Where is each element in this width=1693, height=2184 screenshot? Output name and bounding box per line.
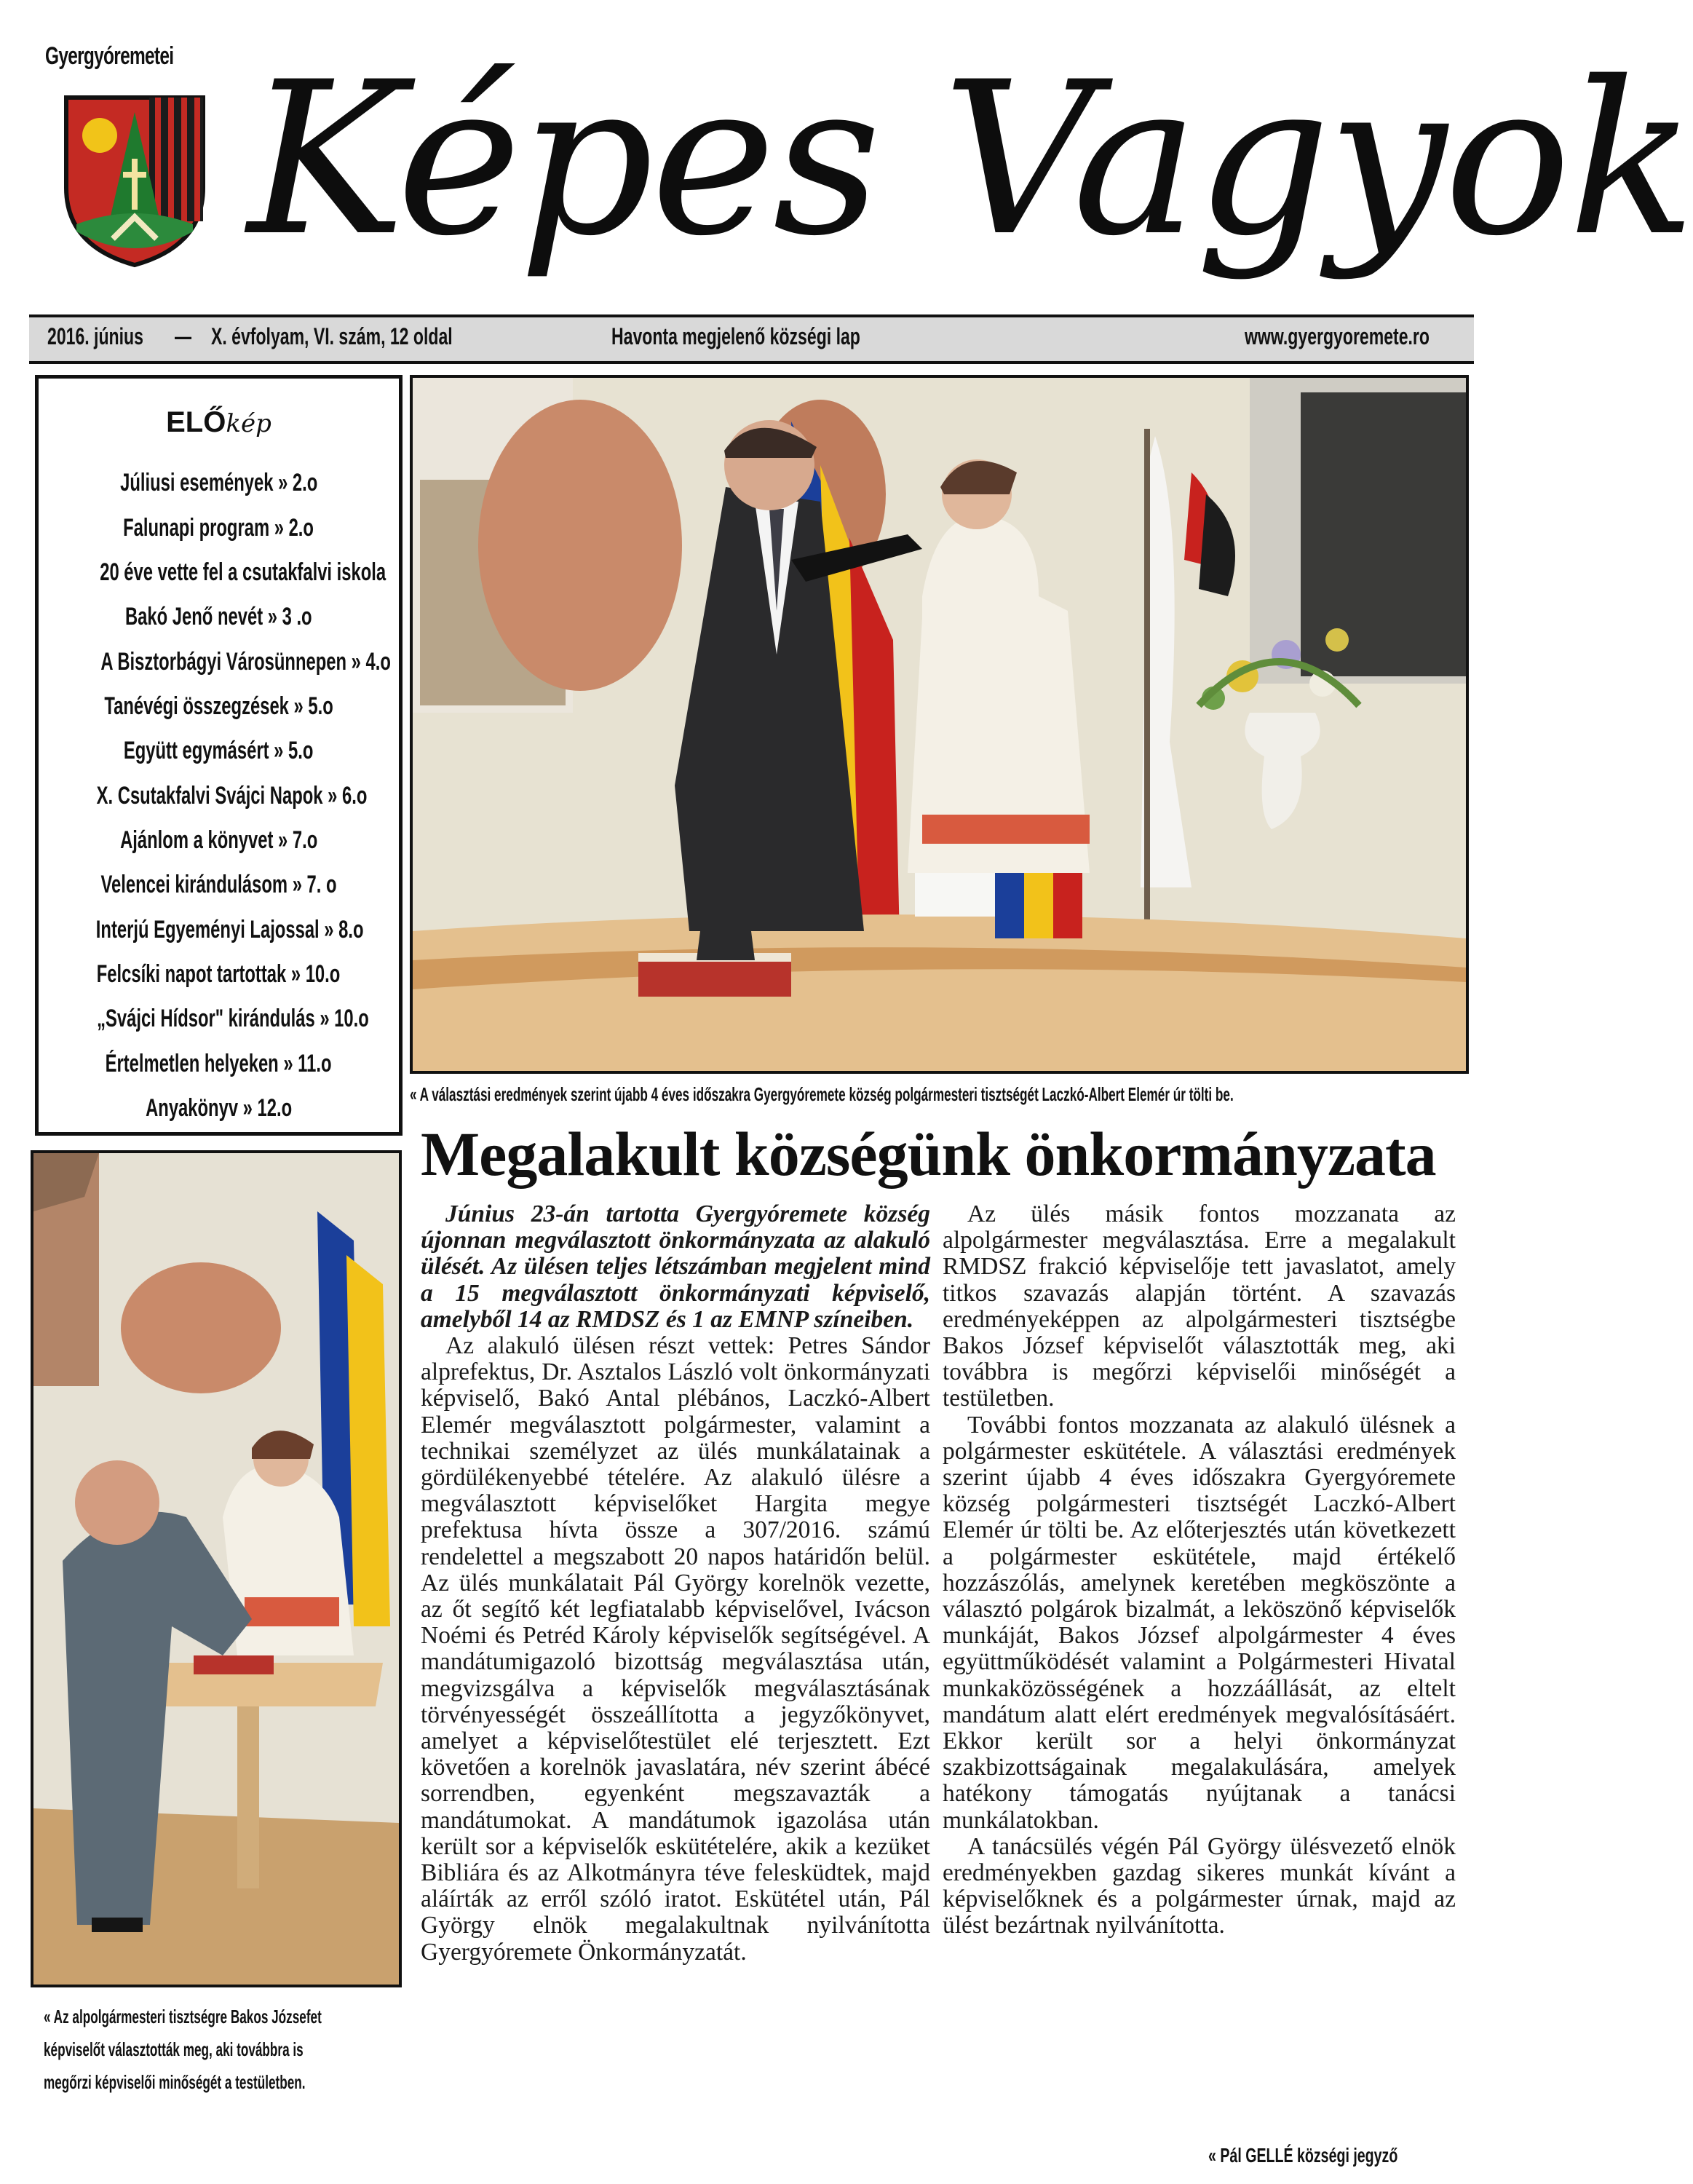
toc-heading	[39, 406, 399, 439]
coat-of-arms-icon	[62, 93, 207, 268]
article-lead: Június 23-án tartotta Gyergyóremete község újonnan megválasztott önkormányzata az alakuló ülését. Az ülésen teljes létszámban megjelent mind a 15 megválasztott önkormányzati képviselő, amelyből 14 az RMDSZ és 1 az EMNP színeiben.	[421, 1200, 930, 1333]
toc-heading-bold: ELŐ	[166, 406, 226, 438]
author-signature: « Pál GELLÉ községi jegyző	[1208, 2144, 1398, 2167]
toc-item[interactable]: Júliusi események » 2.o	[119, 469, 318, 496]
issue-date: 2016. június	[47, 323, 143, 349]
toc-item[interactable]: Tanévégi összegzések » 5.o	[104, 692, 333, 720]
village-name: Gyergyóremetei	[45, 42, 174, 70]
toc-item[interactable]: Felcsíki napot tartottak » 10.o	[97, 960, 341, 988]
article-column-2	[943, 1201, 1456, 2140]
side-photo-caption-line: képviselőt választották meg, aki továbbra is	[44, 2038, 304, 2060]
toc-item[interactable]: Együtt egymásért » 5.o	[124, 737, 314, 764]
toc-item[interactable]: „Svájci Hídsor" kirándulás » 10.o	[97, 1005, 369, 1032]
article-paragraph: A tanácsülés végén Pál György ülésvezető elnök eredményekben gazdag sikeres munkát kívánt a képviselőknek és a polgármester úrnak, majd az ülést bezártnak nyilvánította.	[943, 1832, 1456, 1939]
toc-item[interactable]: Velencei kirándulásom » 7. o	[100, 871, 337, 898]
article-paragraph: Az alakuló ülésen részt vettek: Petres Sándor alprefektus, Dr. Asztalos László volt önkormányzati képviselő, Bakó Antal plébános, Laczkó-Albert Elemér megválasztott polgármester, valamint a technikai személyzet az ülés munkálatainak a gördülékenyebbé tételére. Az alakuló ülésre a megválasztott képviselőket Hargita megye prefektusa hívta össze a 307/2016. számú rendelettel a megszabott 20 napos határidőn belül. Az ülés munkálatait Pál György korelnök vezette, az őt segítő két legfiatalabb képviselővel, Ivácson Noémi és Petréd Károly képviselők segítségével. A mandátumigazoló bizottság megválasztása után, megvizsgálva a képviselők megválasztásának törvényességét összeállította a jegyzőkönyvet, amelyet a képviselőtestület elé terjesztett. Ezt követően a korelnök javaslatára, név szerint ábécé sorrendben, egyenként megszavazták a mandátumokat. A mandátumok igazolása után került sor a képviselők eskütételére, akik a kezüket Bibliára és az Alkotmányra téve felesküdtek, majd aláírták az erről szóló iratot. Eskütétel után, Pál György elnök megalakultnak nyilvánította Gyergyóremete Önkormányzatát.	[421, 1332, 930, 1966]
toc-heading-italic: kép	[226, 409, 271, 438]
table-of-contents	[35, 375, 403, 1136]
toc-item[interactable]: Anyakönyv » 12.o	[145, 1094, 293, 1122]
toc-item[interactable]: X. Csutakfalvi Svájci Napok » 6.o	[96, 782, 368, 810]
toc-item[interactable]: Bakó Jenő nevét » 3 .o	[125, 603, 312, 630]
toc-item[interactable]: Értelmetlen helyeken » 11.o	[106, 1050, 332, 1077]
article-paragraph: További fontos mozzanata az alakuló ülésnek a polgármester eskütétele. A választási eredmények szerint újabb 4 éves időszakra Gyergyóremete község polgármesteri tisztségét Laczkó-Albert Elemér úr tölti be. Az előterjesztés után következett a polgármester eskütétele, majd értékelő hozzászólás, amelynek keretében megköszönte a választó polgárok bizalmát, a leköszönő képviselők munkáját, Bakos József alpolgármester 4 éves együttműködését valamint a Polgármesteri Hivatal munkaközösségének a hozzáállását, az eltelt mandátum alatt elért eredmények megvalósításáért. Ekkor került sor a helyi önkormányzat szakbizottságainak megalakulására, amelyek hatékony támogatás nyújtanak a tanácsi munkálatokban.	[943, 1411, 1456, 1834]
article-headline: Megalakult községünk önkormányzata	[421, 1119, 1436, 1189]
tagline: Havonta megjelenő községi lap	[611, 323, 860, 349]
main-photo	[410, 375, 1469, 1074]
article-column-1	[421, 1201, 930, 2155]
issue-info-bar	[29, 314, 1474, 364]
toc-item[interactable]: Interjú Egyeményi Lajossal » 8.o	[95, 916, 364, 943]
side-photo-caption-line: megőrzi képviselői minőségét a testületben.	[44, 2071, 306, 2093]
toc-item[interactable]: A Bisztorbágyi Városünnepen » 4.o	[100, 648, 391, 676]
side-photo	[31, 1150, 402, 1987]
toc-item[interactable]: 20 éve vette fel a csutakfalvi iskola	[100, 558, 386, 586]
toc-item[interactable]: Falunapi program » 2.o	[123, 514, 314, 542]
newspaper-title: Képes Vagyok	[247, 37, 1693, 282]
main-photo-caption: « A választási eredmények szerint újabb 4 éves időszakra Gyergyóremete község polgármesteri tisztségét Laczkó-Albert Elemér úr tölti be.	[410, 1083, 1234, 1105]
separator: —	[175, 323, 192, 349]
website-link[interactable]: www.gyergyoremete.ro	[1245, 323, 1430, 349]
article-paragraph: Az ülés másik fontos mozzanata az alpolgármester megválasztása. Erre a megalakult RMDSZ frakció képviselője tett javaslatot, amely titkos szavazás alapján történt. A szavazás eredményeképpen az alpolgármesteri tisztségbe Bakos József képviselőt választották meg, aki továbbra is megőrzi képviselői minőségét a testületben.	[943, 1200, 1456, 1412]
toc-item[interactable]: Ajánlom a könyvet » 7.o	[119, 826, 318, 854]
issue-number: X. évfolyam, VI. szám, 12 oldal	[211, 323, 453, 349]
side-photo-caption-line: « Az alpolgármesteri tisztségre Bakos Józsefet	[44, 2006, 322, 2027]
